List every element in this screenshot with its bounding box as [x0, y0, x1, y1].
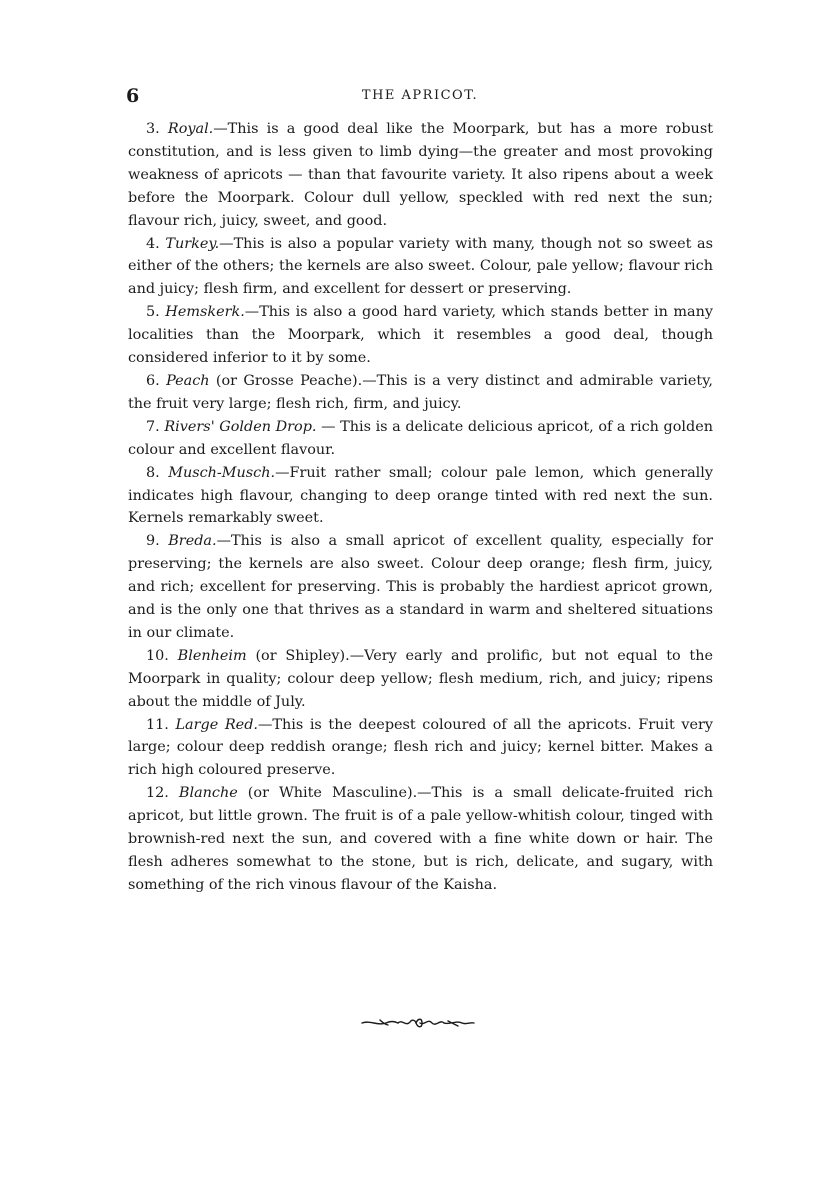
variety-entry-rivers-golden-drop — [128, 416, 713, 462]
variety-entry-turkey — [128, 233, 713, 302]
variety-description: (or White Masculine).—This is a small delicate-fruited rich apricot, but little grown. The fruit is of a pale yellow-whitish colour, tinged with brownish-red next the sun, and covered with a fine white down or hair. The flesh adheres somewhat to the stone, but is rich, delicate, and sugary, with something of the rich vinous flavour of the Kaisha. — [128, 785, 713, 893]
variety-name: Royal. — [167, 121, 214, 137]
variety-description: —This is also a good hard variety, which stands better in many localities than the Moorpark, which it resembles a good deal, though considered inferior to it by some. — [128, 304, 713, 367]
variety-description: —This is a good deal like the Moorpark, but has a more robust constitution, and is less given to limb dying—the greater and most provoking weakness of apricots — than that favourite variety. It also ripens about a week before the Moorpark. Colour dull yellow, speckled with red next the sun; flavour rich, juicy, sweet, and good. — [128, 121, 713, 229]
variety-name: Breda. — [168, 533, 217, 550]
variety-entry-blenheim — [128, 645, 713, 714]
page-number: 6 — [126, 85, 140, 107]
printers-ornament-icon — [360, 1016, 476, 1030]
variety-description: —This is also a small apricot of excellent quality, especially for preserving; the kernels are also sweet. Colour deep orange; flesh firm, juicy, and rich; excellent for preserving. This is probably the hardiest apricot grown, and is the only one that thrives as a standard in warm and sheltered situations in our climate. — [128, 533, 713, 641]
entry-number: 10. — [146, 647, 169, 664]
variety-entry-blanche — [128, 782, 713, 897]
entry-number: 8. — [146, 464, 160, 481]
variety-description: — This is a delicate delicious apricot, of a rich golden colour and excellent flavour. — [128, 418, 713, 458]
variety-entry-hemskerk — [128, 301, 713, 370]
variety-name: Rivers' Golden Drop. — [164, 418, 317, 435]
variety-description: —Fruit rather small; colour pale lemon, which generally indicates high flavour, changing to deep orange tinted with red next the sun. Kernels remarkably sweet. — [128, 464, 714, 527]
variety-name: Hemskerk. — [165, 304, 245, 321]
entry-number: 6. — [146, 372, 160, 389]
variety-name: Turkey. — [165, 235, 220, 252]
entry-number: 5. — [146, 304, 160, 321]
entry-number: 4. — [146, 235, 160, 252]
variety-name: Large Red. — [175, 716, 258, 733]
variety-name: Musch-Musch. — [168, 464, 276, 481]
variety-description: (or Shipley).—Very early and prolific, but not equal to the Moorpark in quality; colour deep yellow; flesh medium, rich, and juicy; ripens about the middle of July. — [128, 647, 714, 710]
variety-entry-royal — [128, 118, 713, 233]
variety-entry-musch-musch — [128, 462, 713, 531]
variety-name: Blanche — [178, 785, 238, 802]
page-header — [126, 84, 714, 108]
body-text — [128, 118, 713, 897]
entry-number: 9. — [146, 533, 160, 550]
entry-number: 12. — [146, 785, 169, 802]
entry-number: 7. — [146, 418, 160, 435]
entry-number: 11. — [146, 716, 169, 733]
variety-description: —This is the deepest coloured of all the apricots. Fruit very large; colour deep reddish orange; flesh rich and juicy; kernel bitter. Makes a rich high coloured preserve. — [128, 716, 713, 779]
variety-entry-peach — [128, 370, 713, 416]
variety-entry-breda — [128, 530, 713, 645]
variety-entry-large-red — [128, 714, 713, 783]
entry-number: 3. — [146, 121, 160, 137]
running-head: THE APRICOT. — [361, 88, 479, 103]
variety-description: —This is also a popular variety with many, though not so sweet as either of the others; the kernels are also sweet. Colour, pale yellow; flavour rich and juicy; flesh firm, and excellent for dessert or preserving. — [128, 235, 713, 298]
variety-description: (or Grosse Peache).—This is a very distinct and admirable variety, the fruit very large; flesh rich, firm, and juicy. — [128, 372, 714, 412]
variety-name: Peach — [166, 372, 210, 389]
variety-name: Blenheim — [177, 647, 247, 664]
